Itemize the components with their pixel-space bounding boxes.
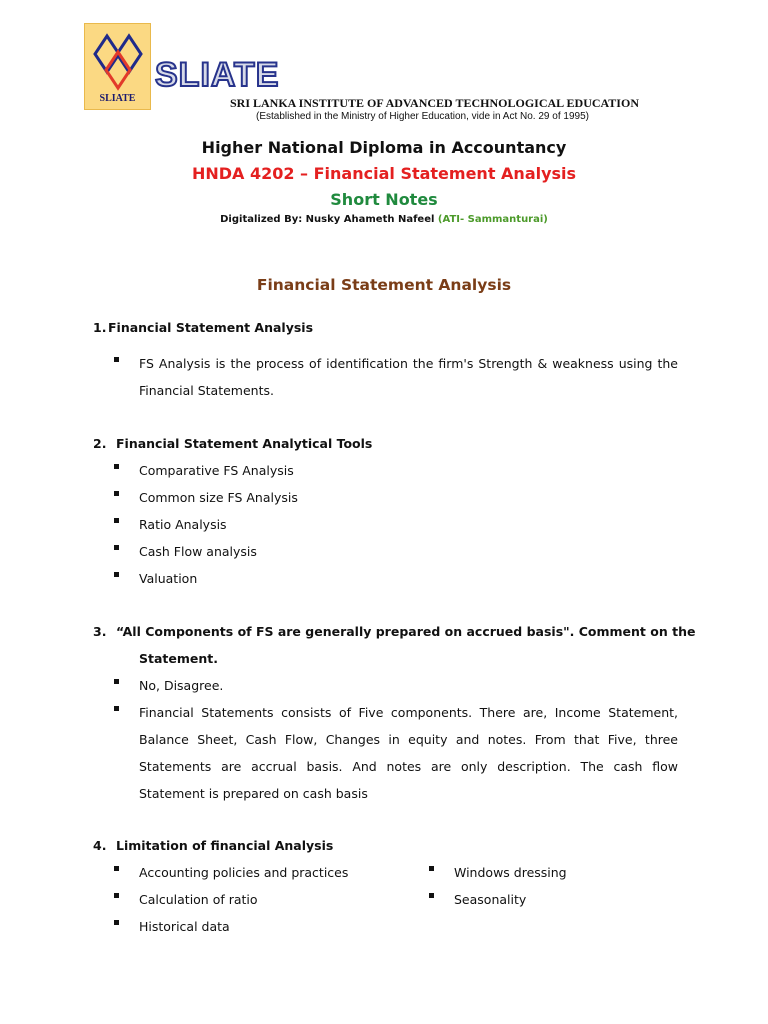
bullet-icon xyxy=(114,545,119,550)
list-item-text: Historical data xyxy=(139,919,230,934)
course-title: HNDA 4202 – Financial Statement Analysis xyxy=(191,164,577,183)
diploma-title: Higher National Diploma in Accountancy xyxy=(201,138,567,157)
sliate-wordmark: SLIATE xyxy=(155,56,280,94)
list-item xyxy=(114,511,678,538)
list-item xyxy=(114,538,678,565)
list-item-text: No, Disagree. xyxy=(139,678,224,693)
sliate-logo xyxy=(84,23,151,110)
section-2-number: 2. xyxy=(93,436,107,451)
digitalized-by-org: (ATI- Sammanturai) xyxy=(437,214,548,225)
list-item-text: Seasonality xyxy=(454,892,527,907)
section-2-title: Financial Statement Analytical Tools xyxy=(116,436,373,451)
section-3-title-continued: Statement. xyxy=(139,651,218,666)
list-item-text: Valuation xyxy=(139,571,198,586)
bullet-icon xyxy=(114,464,119,469)
list-item xyxy=(114,457,678,484)
section-4-title: Limitation of financial Analysis xyxy=(116,838,334,853)
list-item-text: Calculation of ratio xyxy=(139,892,258,907)
list-item-text: Financial Statements consists of Five components. There are, Income Statement, Balance Sheet, Cash Flow, Changes in equity and notes. From that Five, three Statements are accrual basis. And notes are only description. The cash flow Statement is prepared on cash basis xyxy=(139,705,678,801)
section-1-title: Financial Statement Analysis xyxy=(108,320,314,335)
list-item xyxy=(114,565,678,592)
list-item xyxy=(114,350,678,404)
bullet-icon xyxy=(114,518,119,523)
list-item-text: Windows dressing xyxy=(454,865,567,880)
digitalized-by-name: Digitalized By: Nusky Ahameth Nafeel xyxy=(220,214,438,225)
section-2-heading xyxy=(93,436,372,451)
bullet-icon xyxy=(114,357,119,362)
bullet-icon xyxy=(114,572,119,577)
list-item-text: Comparative FS Analysis xyxy=(139,463,294,478)
section-4-number: 4. xyxy=(93,838,107,853)
list-item xyxy=(429,859,689,886)
list-item-text: Cash Flow analysis xyxy=(139,544,257,559)
digitalized-by xyxy=(0,214,768,225)
section-title: Financial Statement Analysis xyxy=(256,276,512,294)
section-3-heading xyxy=(93,624,696,639)
institute-name: SRI LANKA INSTITUTE OF ADVANCED TECHNOLOGICAL EDUCATION xyxy=(230,96,639,110)
list-item-text: Common size FS Analysis xyxy=(139,490,298,505)
list-item-text: Accounting policies and practices xyxy=(139,865,349,880)
section-4-heading xyxy=(93,838,333,853)
establishment-note: (Established in the Ministry of Higher Education, vide in Act No. 29 of 1995) xyxy=(256,111,589,122)
bullet-icon xyxy=(114,866,119,871)
bullet-icon xyxy=(114,679,119,684)
logo-caption: SLIATE xyxy=(99,93,136,104)
list-item xyxy=(114,859,414,886)
short-notes-title: Short Notes xyxy=(330,190,438,209)
list-item xyxy=(114,699,678,807)
bullet-icon xyxy=(114,706,119,711)
diamond-emblem-icon xyxy=(89,30,147,92)
section-1-heading xyxy=(93,320,313,335)
list-item xyxy=(114,484,678,511)
list-item-text: Ratio Analysis xyxy=(139,517,227,532)
list-item xyxy=(114,672,678,699)
bullet-icon xyxy=(114,920,119,925)
list-item xyxy=(114,913,414,940)
section-1-number: 1. xyxy=(93,320,107,335)
section-3-number: 3. xyxy=(93,624,107,639)
list-item-text: FS Analysis is the process of identification the firm's Strength & weakness using the Financial Statements. xyxy=(139,356,678,398)
bullet-icon xyxy=(114,491,119,496)
bullet-icon xyxy=(114,893,119,898)
list-item xyxy=(429,886,689,913)
section-3-title: “All Components of FS are generally prepared on accrued basis". Comment on the xyxy=(116,624,696,639)
bullet-icon xyxy=(429,893,434,898)
bullet-icon xyxy=(429,866,434,871)
list-item xyxy=(114,886,414,913)
